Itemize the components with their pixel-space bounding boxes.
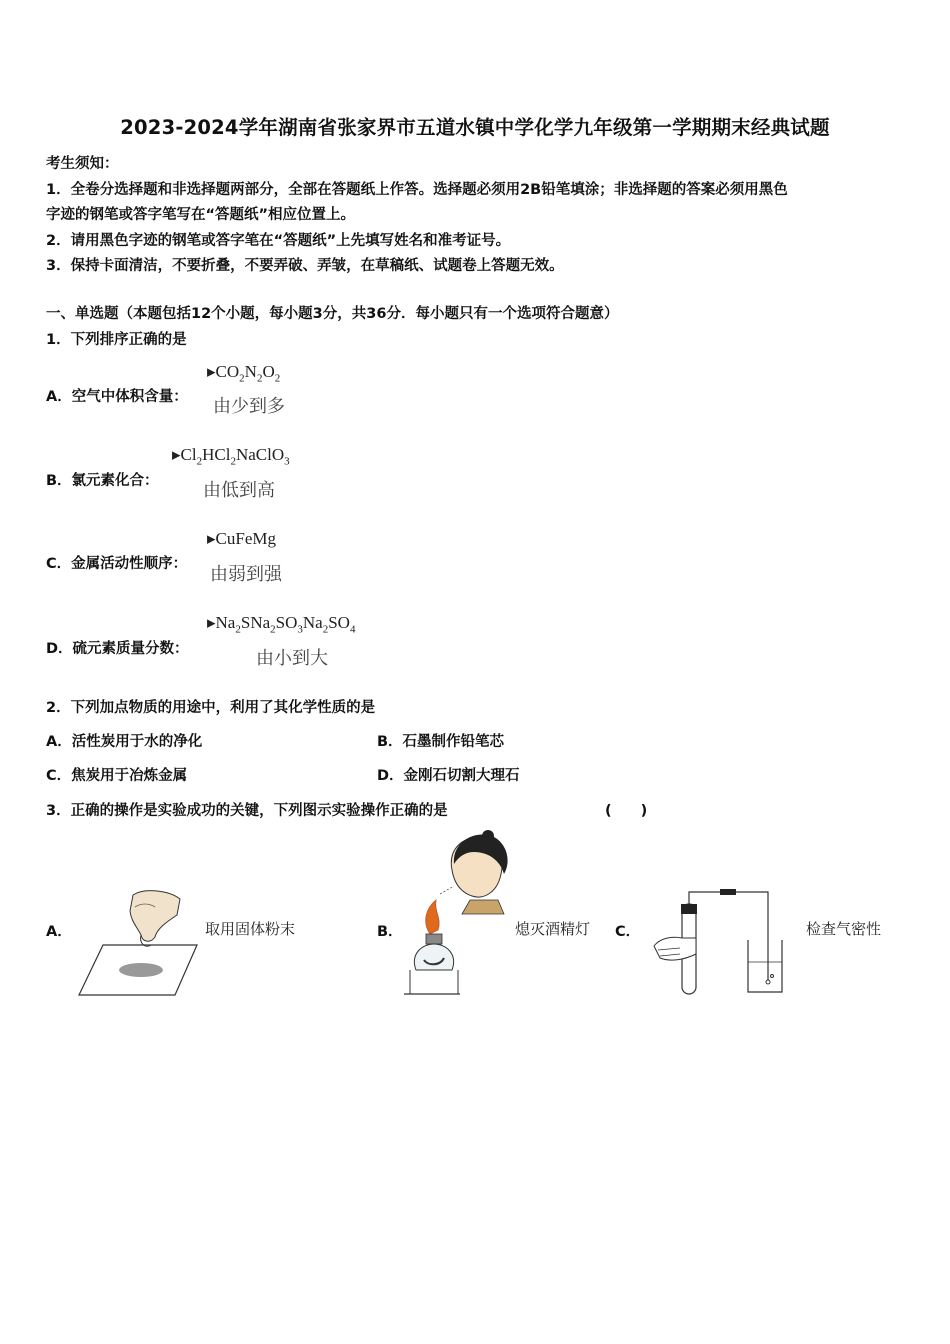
q2-option-d: D．金刚石切割大理石 [377, 768, 520, 784]
q1-option-a: A．空气中体积含量： [46, 389, 188, 405]
notice-heading: 考生须知： [46, 156, 119, 172]
notice-line-1b: 字迹的钢笔或答字笔写在“答题纸”相应位置上。 [46, 207, 356, 223]
q3-option-a-letter: A． [46, 924, 72, 940]
answer-bracket: ( ) [605, 803, 648, 819]
q1-option-c: C．金属活动性顺序： [46, 556, 188, 572]
q3-option-c-caption: 检查气密性 [806, 920, 882, 938]
q2-option-c: C．焦炭用于冶炼金属 [46, 768, 188, 784]
caption-a: 由少到多 [213, 396, 285, 416]
question-1-stem: 1．下列排序正确的是 [46, 332, 187, 348]
question-3-stem: 3．正确的操作是实验成功的关键，下列图示实验操作正确的是 [46, 803, 448, 819]
powder-illustration [75, 885, 205, 1000]
q1-option-d: D．硫元素质量分数： [46, 641, 189, 657]
formula-c: ▸CuFeMg [207, 529, 276, 548]
q3-option-a-caption: 取用固体粉末 [205, 920, 296, 938]
question-2-stem: 2．下列加点物质的用途中，利用了其化学性质的是 [46, 700, 376, 716]
alcohol-lamp-illustration [400, 830, 515, 1000]
caption-c: 由弱到强 [210, 564, 282, 584]
formula-b: $▸Cl_2HCl_2NaClO_3$ [172, 445, 290, 468]
notice-line-2: 2．请用黑色字迹的钢笔或答字笔在“答题纸”上先填写姓名和准考证号。 [46, 233, 511, 249]
page-title: 2023-2024学年湖南省张家界市五道水镇中学化学九年级第一学期期末经典试题 [120, 116, 830, 139]
caption-b: 由低到高 [203, 480, 275, 500]
formula-a: $▸CO_2N_2O_2$ [207, 362, 281, 385]
section-heading: 一、单选题（本题包括12个小题，每小题3分，共36分．每小题只有一个选项符合题意） [46, 306, 619, 322]
q3-option-b-caption: 熄灭酒精灯 [515, 920, 591, 938]
formula-d: $▸Na_2SNa_2SO_3Na_2SO_4$ [207, 613, 356, 636]
q3-option-c-letter: C． [615, 924, 641, 940]
notice-line-1a: 1．全卷分选择题和非选择题两部分，全部在答题纸上作答。选择题必须用2B铅笔填涂；非选择题的答案必须用黑色 [46, 182, 788, 198]
q1-option-b: B．氯元素化合： [46, 473, 159, 489]
q2-option-b: B．石墨制作铅笔芯 [377, 734, 505, 750]
notice-line-3: 3．保持卡面清洁，不要折叠，不要弄破、弄皱，在草稿纸、试题卷上答题无效。 [46, 258, 564, 274]
q3-option-b-letter: B． [377, 924, 403, 940]
q2-option-a: A．活性炭用于水的净化 [46, 734, 203, 750]
caption-d: 由小到大 [256, 648, 328, 668]
airtightness-illustration [650, 880, 800, 998]
